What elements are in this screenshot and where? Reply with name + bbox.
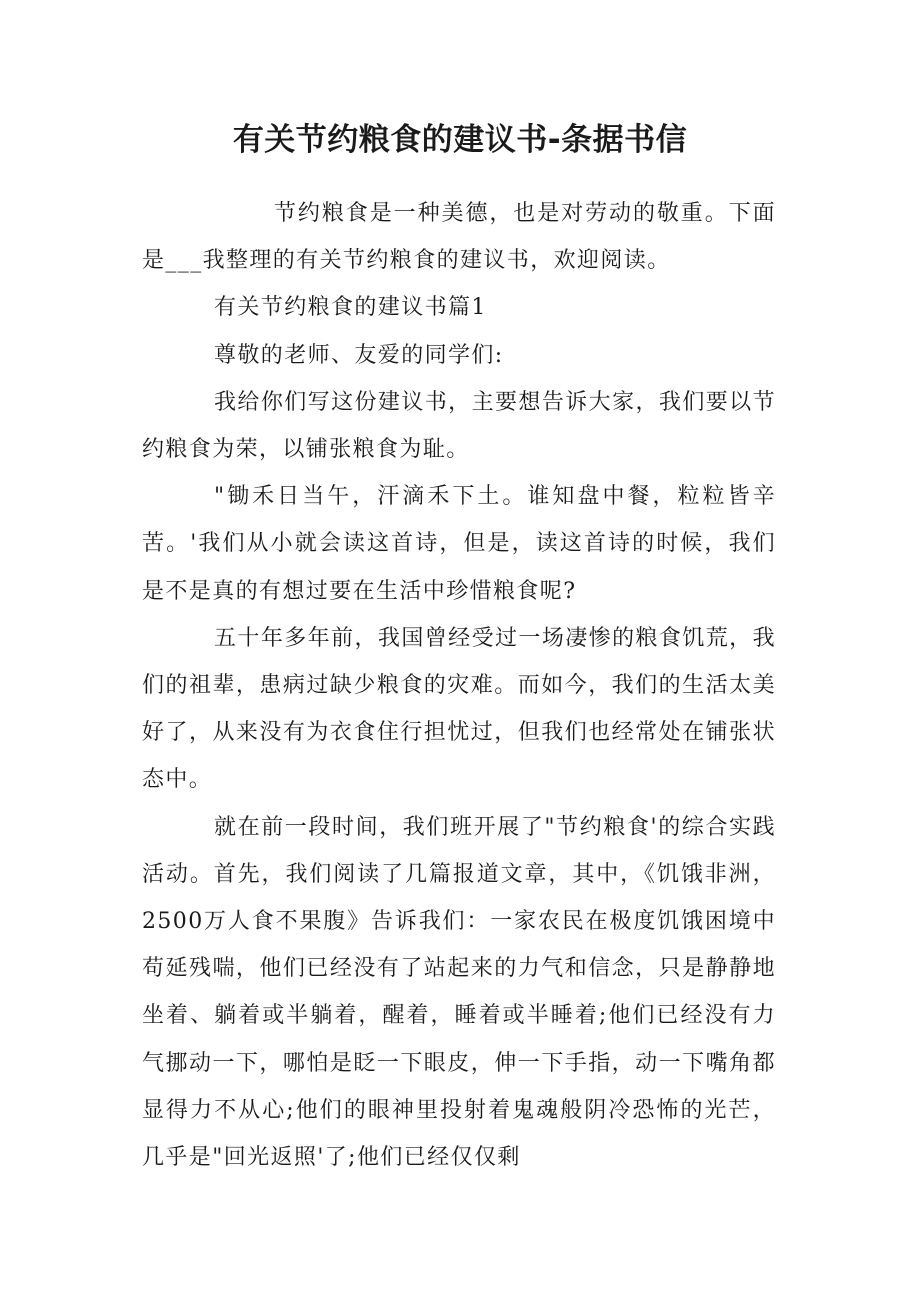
body-paragraph: 五十年多年前，我国曾经受过一场凄惨的粮食饥荒，我们的祖辈，患病过缺少粮食的灾难。而如今，我们的生活太美好了，从来没有为衣食住行担忧过，但我们也经常处在铺张状态中。	[142, 625, 776, 793]
body-paragraph: 我给你们写这份建议书，主要想告诉大家，我们要以节约粮食为荣，以铺张粮食为耻。	[142, 389, 776, 463]
body-paragraph: "锄禾日当午，汗滴禾下土。谁知盘中餐，粒粒皆辛苦。'我们从小就会读这首诗，但是，读这首诗的时候，我们是不是真的有想过要在生活中珍惜粮食呢?	[142, 484, 776, 604]
salutation: 尊敬的老师、友爱的同学们:	[214, 342, 504, 368]
body-paragraph: 就在前一段时间，我们班开展了"节约粮食'的综合实践活动。首先，我们阅读了几篇报道文章，其中，《饥饿非洲，2500万人食不果腹》告诉我们：一家农民在极度饥饿困境中苟延残喘，他们已经没有了站起来的力气和信念，只是静静地坐着、躺着或半躺着，醒着，睡着或半睡着;他们已经没有力气挪动一下，哪怕是眨一下眼皮，伸一下手指，动一下嘴角都显得力不从心;他们的眼神里投射着鬼魂般阴冷恐怖的光芒，几乎是"回光返照'了;他们已经仅仅剩	[142, 814, 776, 1171]
document-title: 有关节约粮食的建议书-条据书信	[232, 122, 688, 158]
section-heading: 有关节约粮食的建议书篇1	[214, 295, 487, 321]
intro-paragraph: 节约粮食是一种美德，也是对劳动的敬重。下面是___我整理的有关节约粮食的建议书，欢迎阅读。	[142, 201, 776, 274]
document-body	[142, 190, 776, 1181]
